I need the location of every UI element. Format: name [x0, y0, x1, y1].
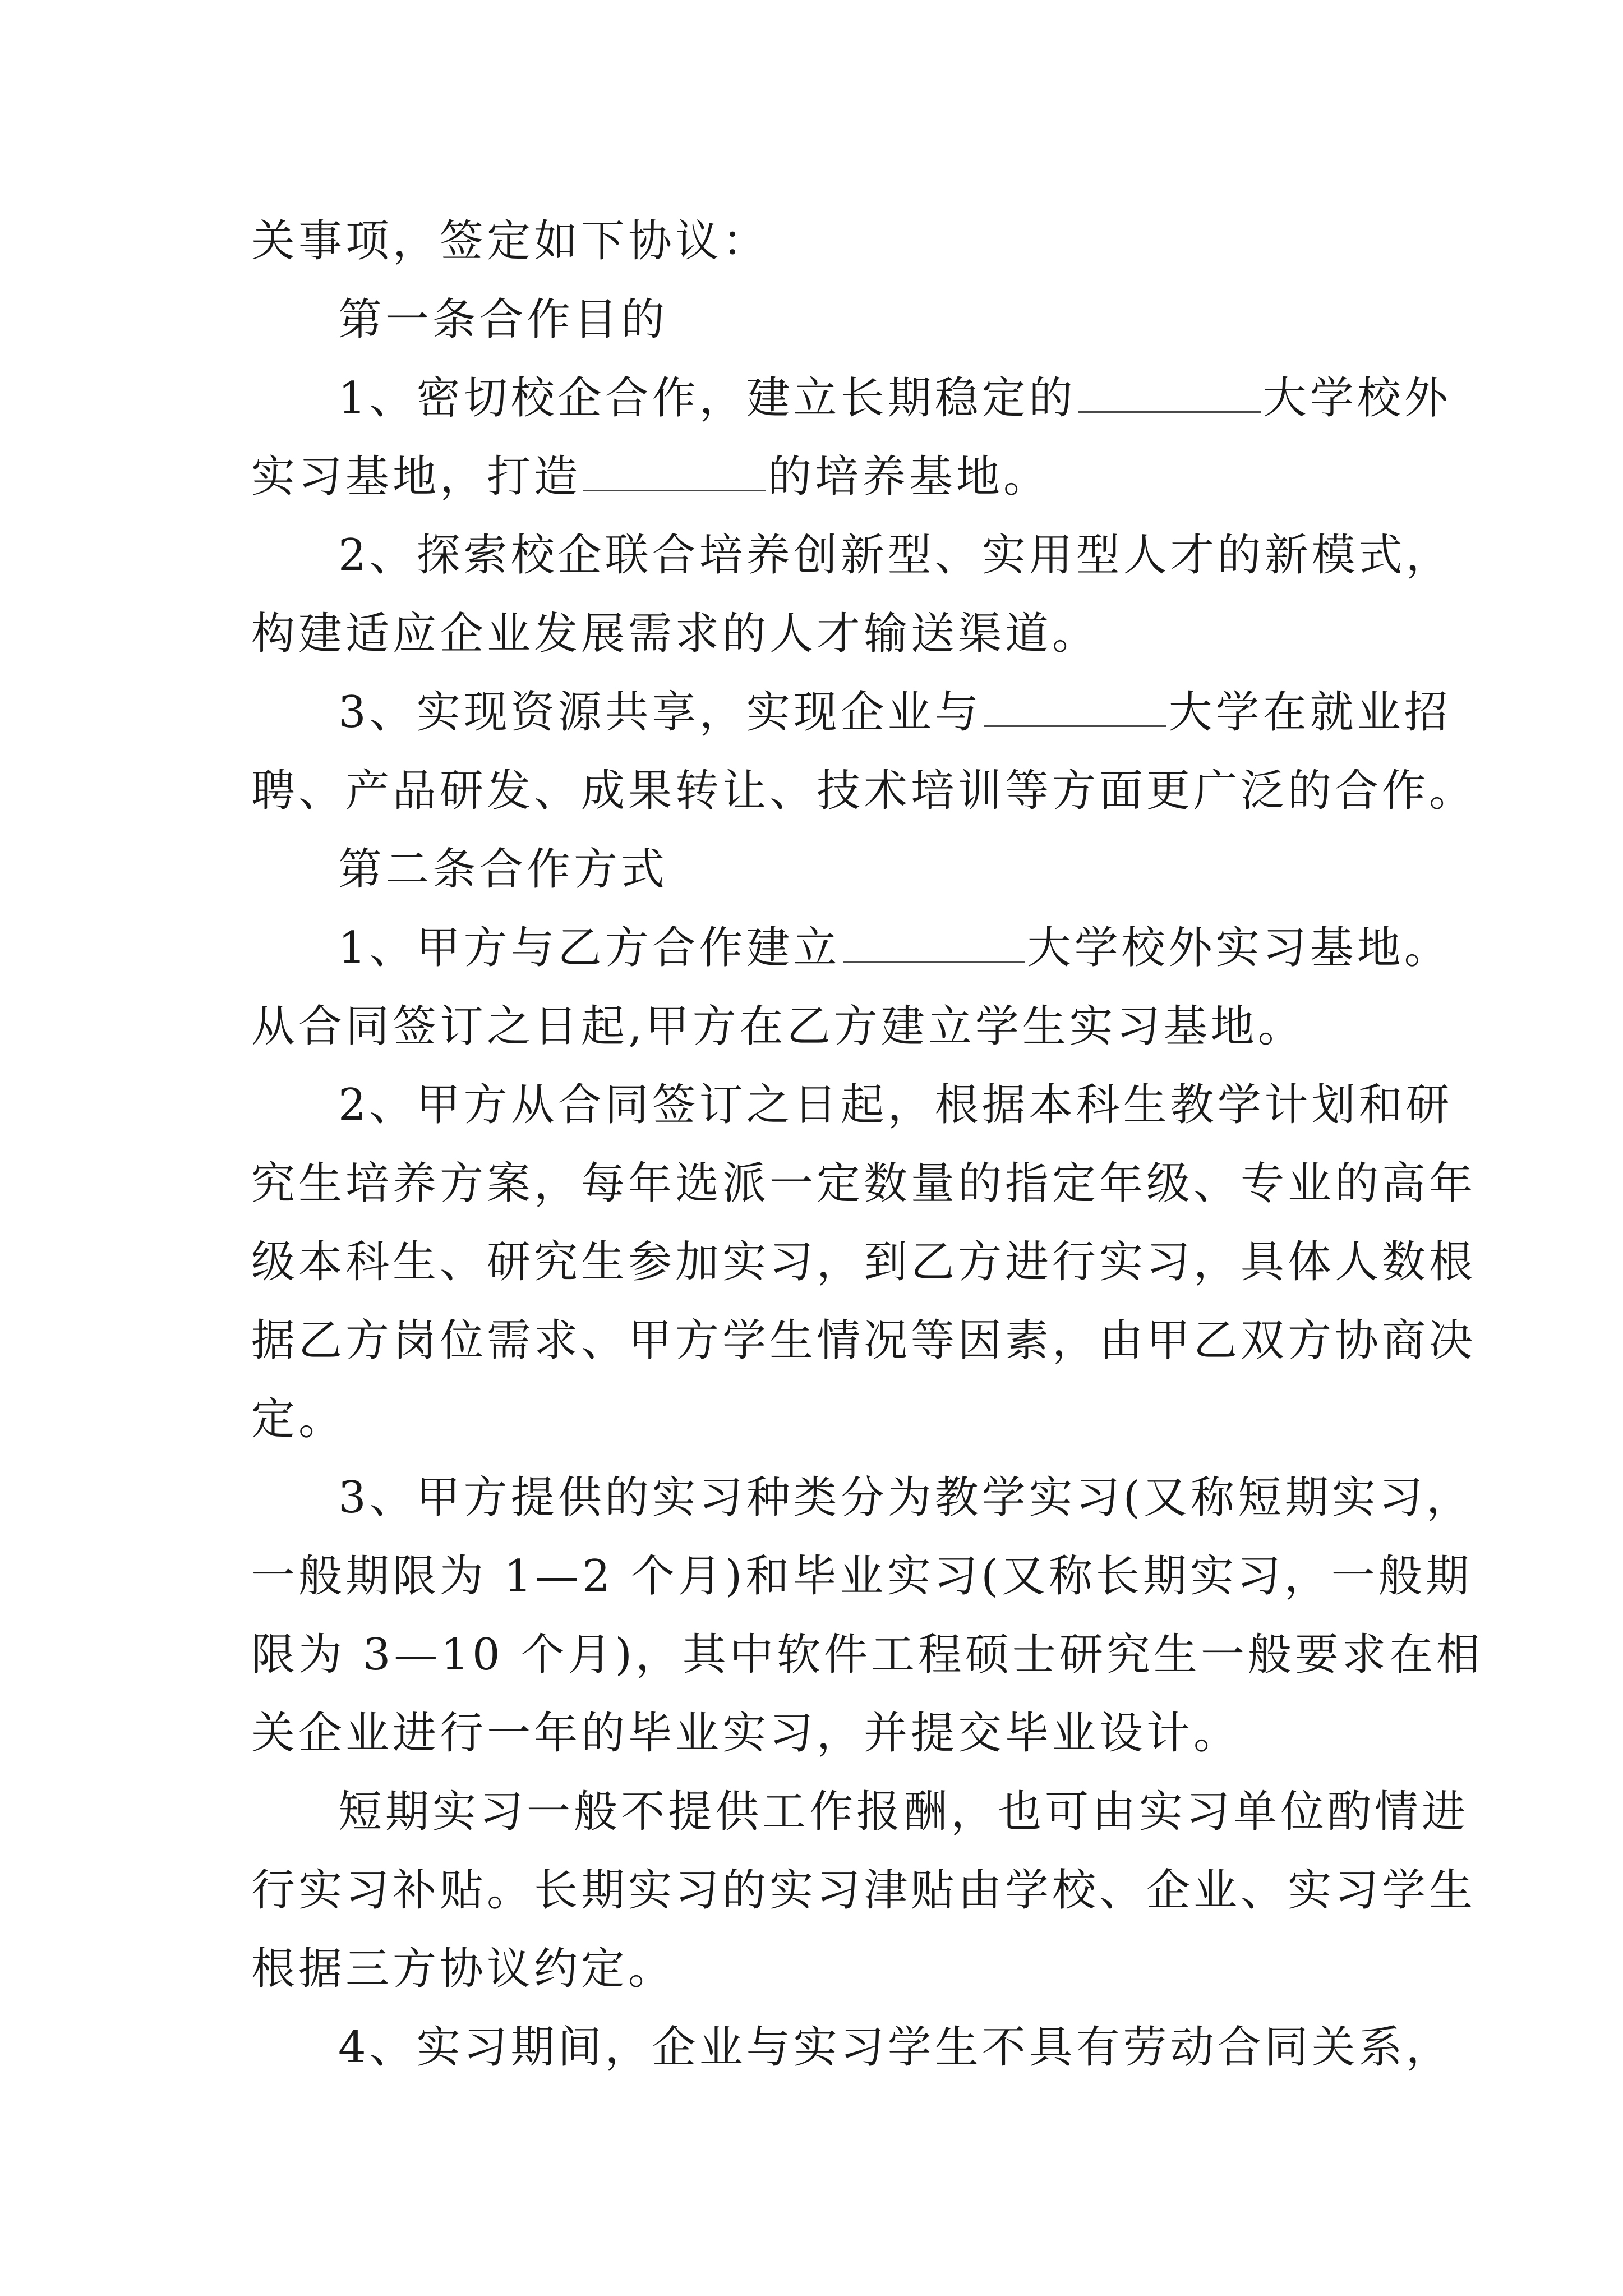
line-text: 4、实习期间，企业与实习学生不具有劳动合同关系， [338, 2022, 1453, 2073]
text-line-20 [251, 1700, 1241, 1767]
line-text: 2、探索校企联合培养创新型、实用型人才的新模式， [338, 530, 1453, 581]
text-line-1 [251, 208, 769, 275]
line-text: 1、甲方与乙方合作建立 [338, 923, 841, 973]
line-text-after-blank: 大学校外 [1262, 373, 1451, 424]
text-line-8 [251, 757, 1476, 825]
line-text: 实习基地，打造 [251, 452, 582, 502]
line-text: 1、密切校企合作，建立长期稳定的 [338, 373, 1076, 424]
line-text: 从合同签订之日起,甲方在乙方建立学生实习基地。 [251, 1001, 1305, 1052]
line-text: 一般期限为 1—2 个月)和毕业实习(又称长期实习，一般期 [251, 1551, 1473, 1602]
text-line-13 [251, 1150, 1476, 1217]
line-text: 限为 3—10 个月)，其中软件工程硕士研究生一般要求在相 [251, 1630, 1483, 1680]
section-heading-1 [338, 286, 668, 353]
line-text: 据乙方岗位需求、甲方学生情况等因素，由甲乙双方协商决 [251, 1315, 1477, 1366]
text-line-4 [251, 443, 1050, 510]
fill-in-blank [984, 686, 1166, 727]
text-line-11 [251, 993, 1305, 1060]
line-text-after-blank: 大学校外实习基地。 [1027, 923, 1451, 973]
line-text: 3、甲方提供的实习种类分为教学实习(又称短期实习， [338, 1473, 1474, 1523]
text-line-17 [338, 1464, 1473, 1531]
line-text: 短期实习一般不提供工作报酬，也可由实习单位酌情进 [338, 1787, 1469, 1837]
line-text: 定。 [251, 1394, 346, 1444]
text-line-14 [251, 1228, 1476, 1296]
text-line-21 [338, 1778, 1469, 1846]
heading-text: 第一条合作目的 [338, 295, 668, 345]
text-line-23 [251, 1935, 675, 2003]
line-text-after-blank: 的培养基地。 [768, 452, 1051, 502]
text-line-24 [338, 2014, 1453, 2081]
line-text: 3、实现资源共享，实现企业与 [338, 687, 982, 738]
text-line-5 [338, 522, 1453, 589]
line-text-after-blank: 大学在就业招 [1168, 687, 1451, 738]
line-text: 2、甲方从合同签订之日起，根据本科生教学计划和研 [338, 1080, 1453, 1130]
fill-in-blank [583, 450, 766, 491]
text-line-22 [251, 1857, 1476, 1924]
text-line-7 [338, 679, 1451, 746]
line-text: 根据三方协议约定。 [251, 1944, 676, 1994]
line-text: 构建适应企业发展需求的人才输送渠道。 [251, 609, 1100, 659]
line-text: 关企业进行一年的毕业实习，并提交毕业设计。 [251, 1708, 1241, 1759]
text-line-16 [251, 1386, 345, 1453]
text-line-15 [251, 1307, 1476, 1374]
text-line-18 [251, 1543, 1473, 1610]
text-line-12 [338, 1071, 1453, 1139]
line-text: 行实习补贴。长期实习的实习津贴由学校、企业、实习学生 [251, 1865, 1477, 1916]
line-text: 关事项，签定如下协议： [251, 216, 770, 266]
text-line-19 [251, 1621, 1483, 1688]
text-line-3 [338, 365, 1451, 432]
section-heading-2 [338, 836, 668, 903]
line-text: 级本科生、研究生参加实习，到乙方进行实习，具体人数根 [251, 1237, 1477, 1287]
fill-in-blank [1078, 372, 1261, 413]
line-text: 究生培养方案，每年选派一定数量的指定年级、专业的高年 [251, 1158, 1477, 1209]
heading-text: 第二条合作方式 [338, 844, 668, 895]
line-text: 聘、产品研发、成果转让、技术培训等方面更广泛的合作。 [251, 766, 1477, 816]
text-line-6 [251, 600, 1099, 668]
fill-in-blank [843, 922, 1025, 963]
text-line-10 [338, 914, 1451, 982]
